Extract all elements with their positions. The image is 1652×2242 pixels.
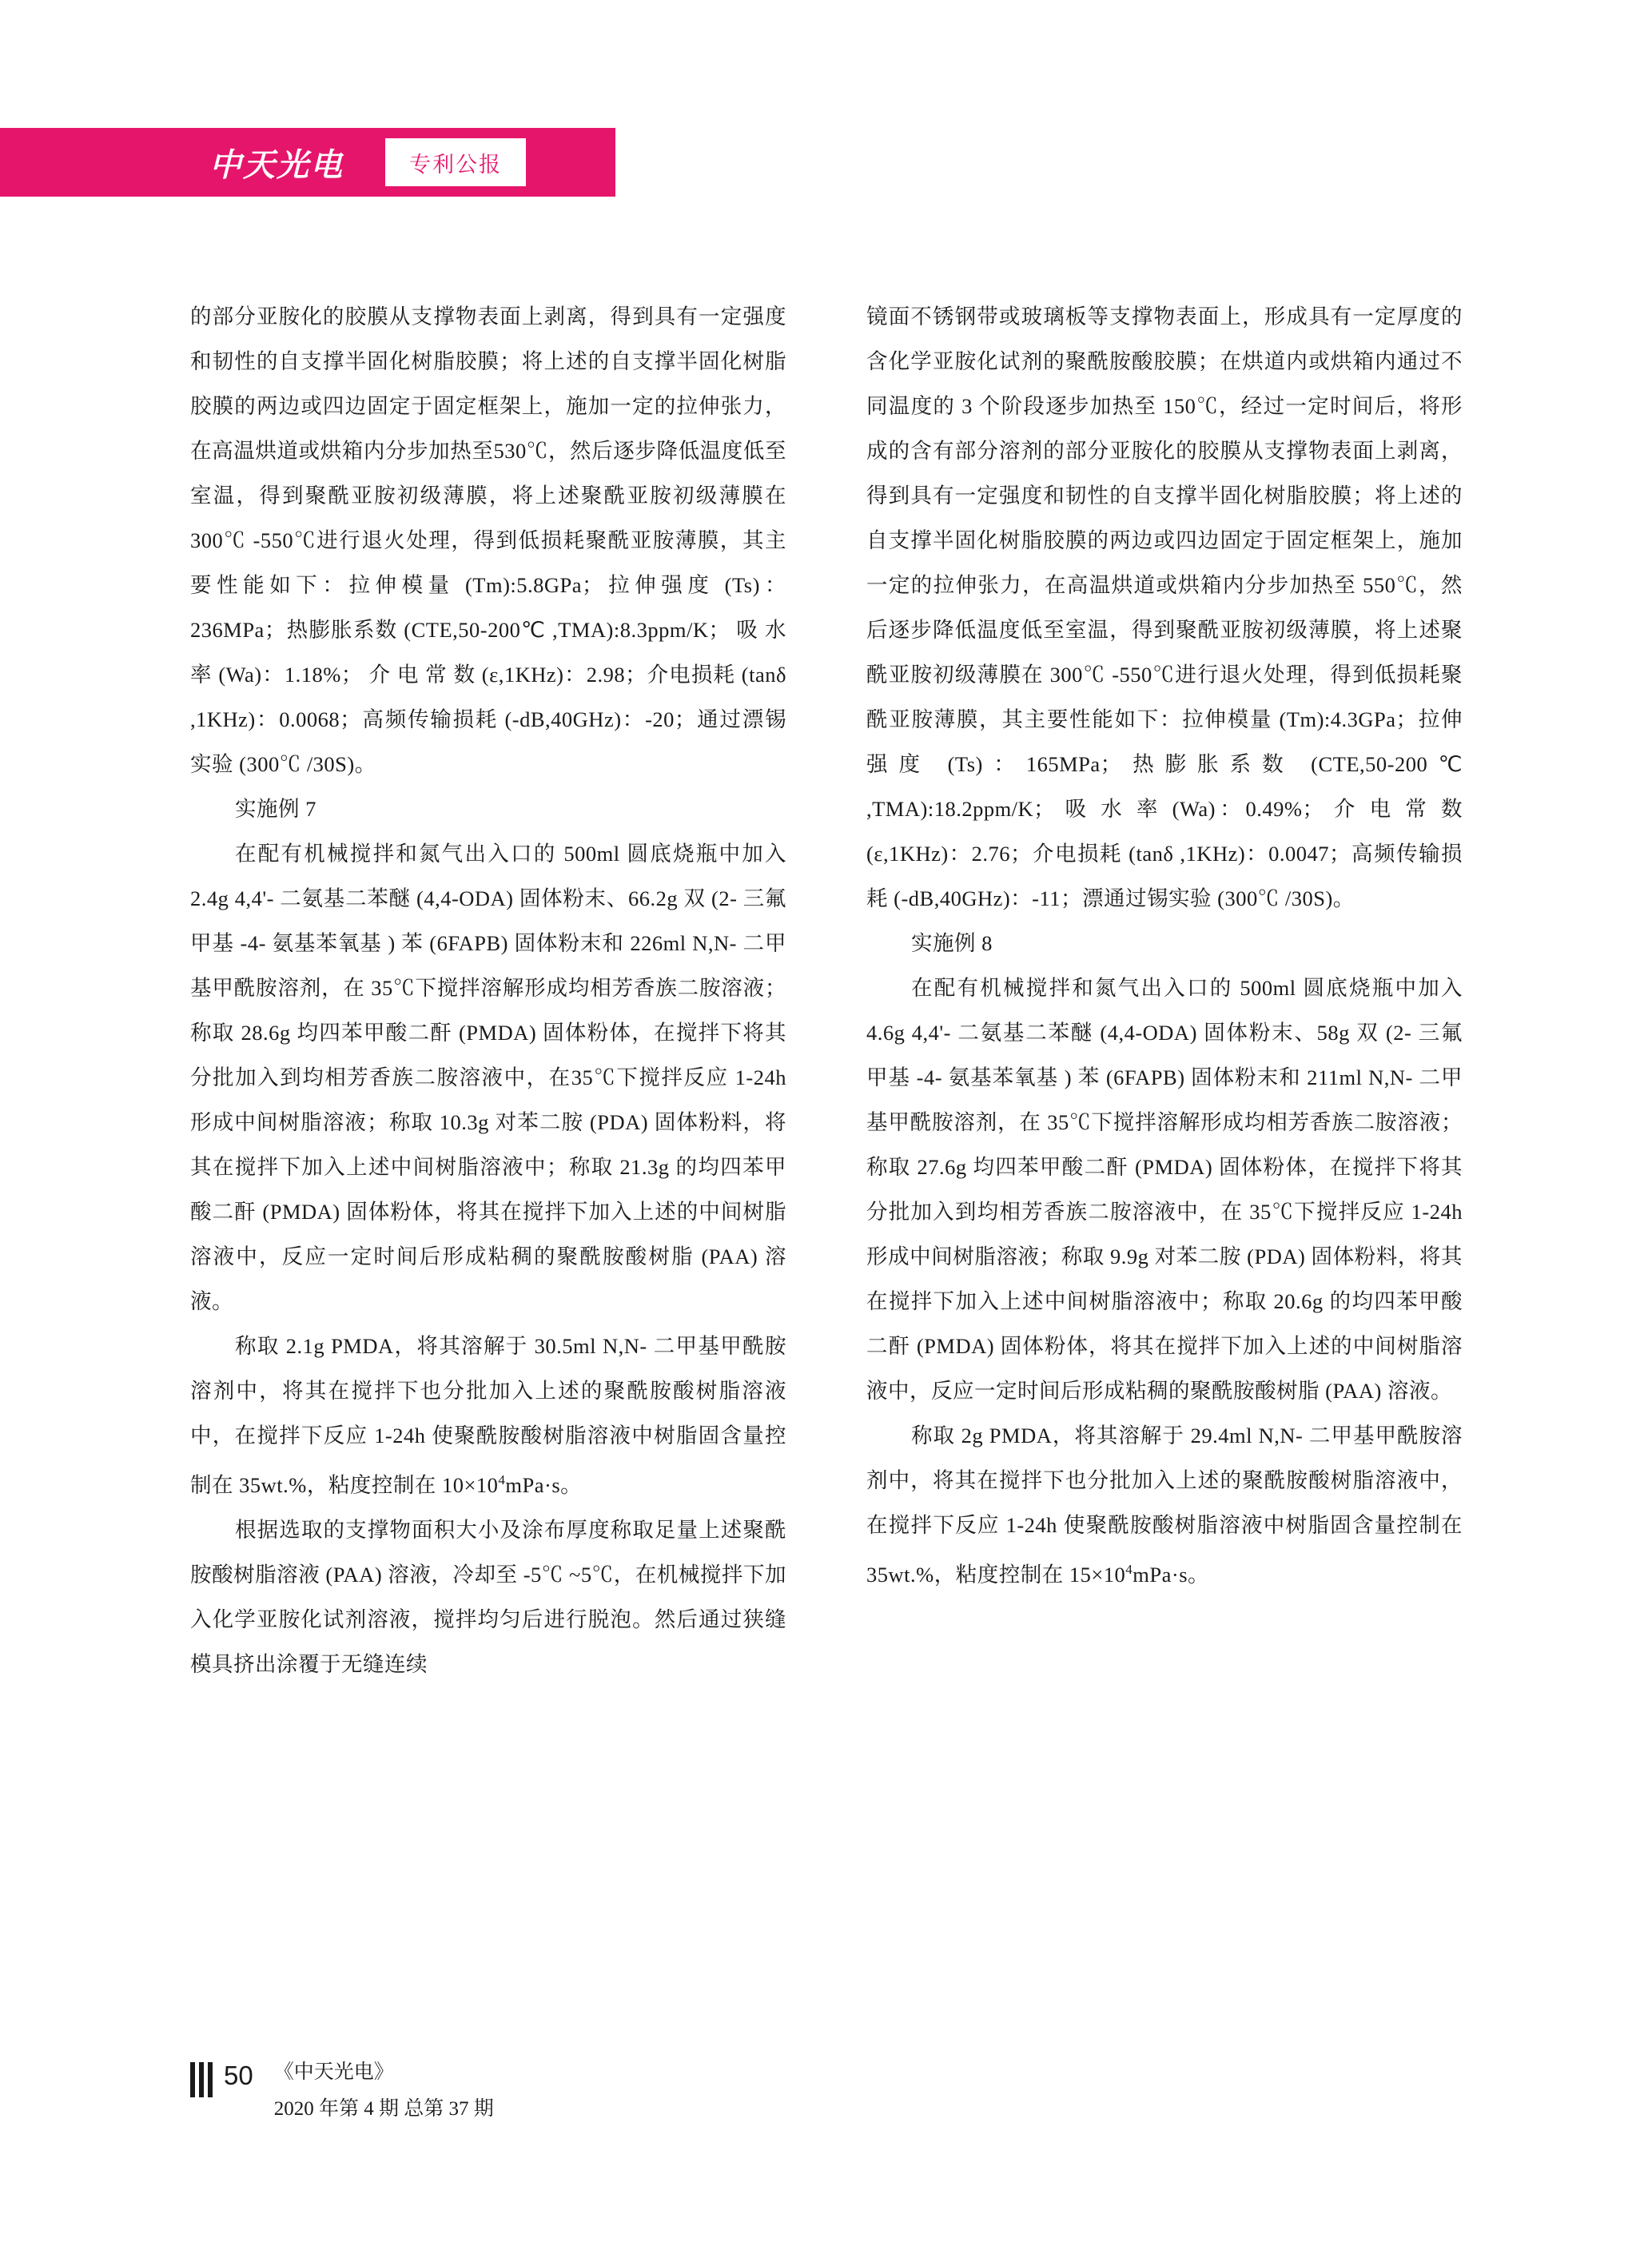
example-heading-7: 实施例 7 [235,797,316,821]
paragraph: 在配有机械搅拌和氮气出入口的 500ml 圆底烧瓶中加入 2.4g 4,4'- 二氨基二苯醚 (4,4-ODA) 固体粉末、66.2g 双 (2- 三氟甲基 -4- 氨基苯氧基 ) 苯 (6FAPB) 固体粉末和 226ml N,N- 二甲基甲酰胺溶剂，在 35℃下搅拌溶解形成均相芳香族二胺溶液；称取 28.6g 均四苯甲酸二酐 (PMDA) 固体粉体，在搅拌下将其分批加入到均相芳香族二胺溶液中，在35℃下搅拌反应 1-24h 形成中间树脂溶液；称取 10.3g 对苯二胺 (PDA) 固体粉料，将其在搅拌下加入上述中间树脂溶液中；称取 21.3g 的均四苯甲酸二酐 (PMDA) 固体粉体，将其在搅拌下加入上述的中间树脂溶液中，反应一定时间后形成粘稠的聚酰胺酸树脂 (PAA) 溶液。 [190,842,786,1313]
brand-logo: 中天光电 [209,145,344,184]
page-number: 50 [224,2061,253,2090]
paragraph: 在配有机械搅拌和氮气出入口的 500ml 圆底烧瓶中加入 4.6g 4,4'- 二氨基二苯醚 (4,4-ODA) 固体粉末、58g 双 (2- 三氟甲基 -4- 氨基苯氧基 ) 苯 (6FAPB) 固体粉末和 211ml N,N- 二甲基甲酰胺溶剂，在 35℃下搅拌溶解形成均相芳香族二胺溶液；称取 27.6g 均四苯甲酸二酐 (PMDA) 固体粉体，在搅拌下将其分批加入到均相芳香族二胺溶液中，在 35℃下搅拌反应 1-24h 形成中间树脂溶液；称取 9.9g 对苯二胺 (PDA) 固体粉料，将其在搅拌下加入上述中间树脂溶液中；称取 20.6g 的均四苯甲酸二酐 (PMDA) 固体粉体，将其在搅拌下加入上述的中间树脂溶液中，反应一定时间后形成粘稠的聚酰胺酸树脂 (PAA) 溶液。 [866,976,1463,1403]
right-column [866,294,1463,1686]
footer-text [274,2056,494,2126]
paragraph: 镜面不锈钢带或玻璃板等支撑物表面上，形成具有一定厚度的含化学亚胺化试剂的聚酰胺酸胶膜；在烘道内或烘箱内通过不同温度的 3 个阶段逐步加热至 150℃，经过一定时间后，将形成的含有部分溶剂的部分亚胺化的胶膜从支撑物表面上剥离，得到具有一定强度和韧性的自支撑半固化树脂胶膜；将上述的自支撑半固化树脂胶膜的两边或四边固定于固定框架上，施加一定的拉伸张力，在高温烘道或烘箱内分步加热至 550℃，然后逐步降低温度低至室温，得到聚酰亚胺初级薄膜，将上述聚酰亚胺初级薄膜在 300℃ -550℃进行退火处理，得到低损耗聚酰亚胺薄膜，其主要性能如下：拉伸模量 (Tm):4.3GPa；拉伸强度 (Ts)：165MPa；热膨胀系数 (CTE,50-200℃ ,TMA):18.2ppm/K； 吸 水 率 (Wa)：0.49%； 介 电 常 数 (ε,1KHz)：2.76；介电损耗 (tanδ ,1KHz)：0.0047；高频传输损耗 (-dB,40GHz)：-11；漂通过锡实验 (300℃ /30S)。 [866,305,1463,910]
example-heading-8: 实施例 8 [911,931,993,955]
formula-tail: mPa·s。 [505,1472,583,1497]
formula-exponent: 4 [498,1472,506,1487]
issue-info: 2020 年第 4 期 总第 37 期 [273,2098,494,2120]
paragraph: 根据选取的支撑物面积大小及涂布厚度称取足量上述聚酰胺酸树脂溶液 (PAA) 溶液，冷却至 -5℃ ~5℃，在机械搅拌下加入化学亚胺化试剂溶液，搅拌均匀后进行脱泡。然后通过狭缝模具挤出涂覆于无缝连续 [190,1517,786,1676]
left-column [190,294,786,1686]
paragraph-with-formula [190,1324,786,1507]
paragraph-text: 称取 2.1g PMDA，将其溶解于 30.5ml N,N- 二甲基甲酰胺溶剂中，将其在搅拌下也分批加入上述的聚酰胺酸树脂溶液中，在搅拌下反应 1-24h 使聚酰胺酸树脂溶液中树脂固含量控制在 35wt.%，粘度控制在 10×10 [190,1334,786,1497]
paragraph-with-formula [866,1413,1463,1597]
paragraph: 的部分亚胺化的胶膜从支撑物表面上剥离，得到具有一定强度和韧性的自支撑半固化树脂胶膜；将上述的自支撑半固化树脂胶膜的两边或四边固定于固定框架上，施加一定的拉伸张力，在高温烘道或烘箱内分步加热至530℃，然后逐步降低温度低至室温，得到聚酰亚胺初级薄膜，将上述聚酰亚胺初级薄膜在 300℃ -550℃进行退火处理，得到低损耗聚酰亚胺薄膜，其主要性能如下：拉伸模量 (Tm):5.8GPa；拉伸强度 (Ts)：236MPa；热膨胀系数 (CTE,50-200℃ ,TMA):8.3ppm/K； 吸 水 率 (Wa)：1.18%； 介 电 常 数 (ε,1KHz)：2.98；介电损耗 (tanδ ,1KHz)：0.0068；高频传输损耗 (-dB,40GHz)：-20；通过漂锡实验 (300℃ /30S)。 [190,305,786,776]
journal-title: 《中天光电》 [273,2061,394,2083]
formula-exponent: 4 [1125,1562,1133,1577]
paragraph-text: 称取 2g PMDA，将其溶解于 29.4ml N,N- 二甲基甲酰胺溶剂中，将其在搅拌下也分批加入上述的聚酰胺酸树脂溶液中，在搅拌下反应 1-24h 使聚酰胺酸树脂溶液中树脂固含量控制在 35wt.%，粘度控制在 15×10 [866,1424,1463,1587]
section-tab-patent-bulletin: 专利公报 [385,138,526,186]
page-footer [190,2056,494,2126]
page-header-band [0,128,615,197]
footer-bars-icon [190,2062,213,2097]
article-body [190,294,1463,1686]
formula-tail: mPa·s。 [1133,1562,1210,1587]
